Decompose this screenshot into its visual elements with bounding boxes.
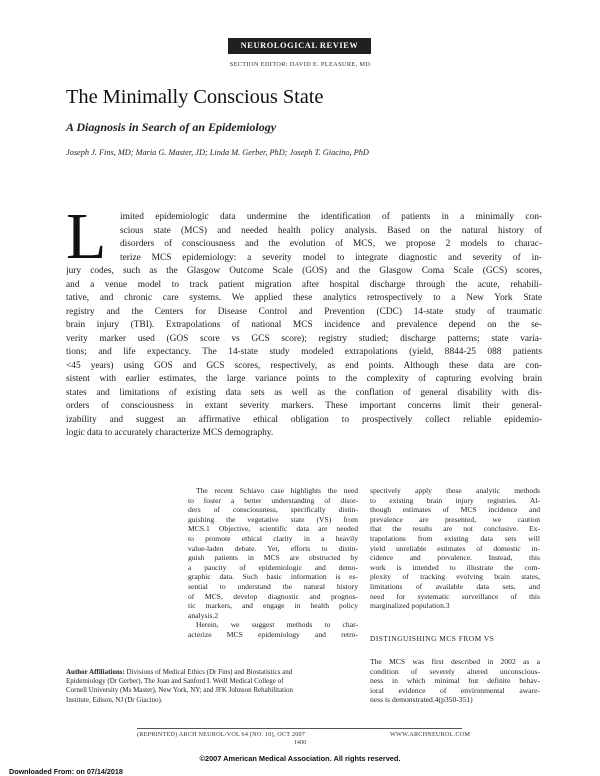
abstract-line: sistent with earlier estimates, the large variance points to the complexity of capturing evolving brain — [66, 374, 542, 384]
abstract-line: tative, and chronic care systems. We applied these analytics retrospectively to a New York State — [66, 293, 542, 303]
article-subtitle: A Diagnosis in Search of an Epidemiology — [66, 120, 277, 134]
body-line: yield unreliable estimates of domestic in- — [370, 543, 540, 553]
abstract-line: izability and suggest an affirmative ethical obligation to prospectively collect reliable epidemio- — [66, 414, 542, 425]
section-banner: NEUROLOGICAL REVIEW — [228, 38, 371, 54]
footer-website[interactable]: WWW.ARCHNEUROL.COM — [390, 731, 471, 738]
body-line: work is intended to illustrate the com- — [370, 562, 540, 572]
abstract-line: brain injury (TBI). Extrapolations of national MCS incidence and prevalence depend on the se- — [66, 320, 542, 330]
body-line: MCS.1 Objective, scientific data are needed — [188, 524, 358, 534]
body-line: marginalized population.3 — [370, 601, 450, 611]
body-line: cidence and prevalence. Instead, this — [370, 553, 540, 563]
body-line: plexity of tracking evolving brain states, — [370, 572, 540, 582]
footer-citation: (REPRINTED) ARCH NEUROL/VOL 64 (NO. 10), OCT 2007 — [137, 731, 306, 738]
body-line: sential to understand the natural history — [188, 581, 358, 591]
article-authors: Joseph J. Fins, MD; Maria G. Master, JD; Linda M. Gerber, PhD; Joseph T. Giacino, PhD — [66, 148, 369, 157]
download-stamp: Downloaded From: on 07/14/2018 — [9, 767, 123, 776]
abstract-line: scious state (MCS) and needed health policy analysis. Based on the natural history of — [120, 225, 542, 236]
body-line: Herein, we suggest methods to char- — [196, 620, 358, 630]
affiliation-line: Cornell University (Ms Master), New York, NY; and JFK Johnson Rehabilitation — [66, 686, 294, 695]
copyright-notice: ©2007 American Medical Association. All rights reserved. — [199, 754, 401, 763]
body-line: though estimates of MCS incidence and — [370, 505, 540, 515]
affiliation-line: Epidemiology (Dr Gerber), The Joan and Sanford I. Weill Medical College of — [66, 677, 284, 686]
body-line: to existing brain injury registries. Al- — [370, 495, 540, 505]
body-line: The MCS was first described in 2002 as a — [370, 657, 540, 666]
abstract-line: tions; and life expectancy. The 14-state study modeled extrapolations (yield, 8844-25 088 patients — [66, 347, 542, 357]
body-line: The recent Schiavo case highlights the need — [196, 486, 358, 495]
affiliations-label: Author Affiliations: — [66, 668, 125, 676]
body-line: ness is demonstrated.4(p350-351) — [370, 695, 473, 705]
abstract-dropcap: L — [66, 200, 107, 273]
body-line: condition of severely altered unconscious- — [370, 666, 540, 676]
body-column-right-section — [370, 657, 540, 705]
abstract-line: states and limitations of existing data sets as well as the conflation of general disability with dis- — [66, 387, 542, 398]
body-line: that the results are not conclusive. Ex- — [370, 524, 540, 534]
page-number: 1400 — [293, 739, 307, 746]
body-line: to foster a better understanding of disor- — [188, 495, 358, 505]
abstract-line: terize MCS epidemiology: a severity model to integrate diagnostic and severity of in- — [120, 252, 542, 263]
body-line: trapolations from existing data sets will — [370, 533, 540, 543]
abstract-line: orders of consciousness in extant severity markers. These important concerns limit their general- — [66, 401, 542, 411]
body-line: limitations of available data sets, and — [370, 581, 540, 591]
body-line: ness in which minimal but definite behav- — [370, 676, 540, 686]
footer-divider — [137, 728, 462, 729]
body-line: acterize MCS epidemiology and retro- — [188, 629, 358, 639]
body-line: need for systematic surveillance of this — [370, 591, 540, 601]
body-line: ioral evidence of environmental aware- — [370, 685, 540, 695]
body-line: analysis.2 — [188, 610, 219, 620]
section-heading: DISTINGUISHING MCS FROM VS — [370, 634, 495, 643]
abstract-line: logic data to accurately characterize MCS demography. — [66, 428, 274, 438]
body-line: value-laden debate. Yet, efforts to distin- — [188, 543, 358, 553]
body-line: spectively apply these analytic methods — [370, 486, 540, 495]
abstract-line: imited epidemiologic data undermine the identification of patients in a minimally con- — [120, 212, 542, 222]
abstract-line: jury codes, such as the Glasgow Outcome Scale (GOS) and the Glasgow Coma Scale (GCS) scores, — [66, 266, 542, 276]
section-editor: SECTION EDITOR: DAVID E. PLEASURE, MD — [229, 61, 371, 68]
body-line: graphic data. Such basic information is es- — [188, 572, 358, 582]
affiliation-line: Divisions of Medical Ethics (Dr Fins) and Biostatistics and — [126, 668, 293, 676]
body-column-right — [370, 486, 540, 611]
body-line: a paucity of epidemiologic and demo- — [188, 562, 358, 572]
author-affiliations — [66, 668, 372, 705]
abstract-line: <45 years) using GOS and GCS scores, respectively, as end points. Although these data are con- — [66, 360, 542, 371]
body-line: ders of consciousness, specifically distin- — [188, 505, 358, 515]
abstract-line: verity marker used (GOS score vs GCS score); registry studied; discharge patterns; state varia- — [66, 333, 542, 344]
abstract-line: disorders of consciousness and the evolution of MCS, we propose 2 models to charac- — [120, 239, 542, 249]
abstract-line: and a venue model to track patient migration after hospital discharge through the acute, rehabili- — [66, 279, 542, 290]
body-column-middle — [188, 486, 358, 640]
body-line: to promote ethical clarity in a heavily — [188, 533, 358, 543]
body-line: prevalence are presented, we caution — [370, 514, 540, 524]
body-line: tic markers, and engage in health policy — [188, 601, 358, 611]
abstract — [66, 200, 542, 441]
body-line: guishing the vegetative state (VS) from — [188, 514, 358, 524]
body-line: guish patients in MCS are obstructed by — [188, 553, 358, 563]
article-title: The Minimally Conscious State — [66, 86, 324, 108]
affiliation-line: Institute, Edison, NJ (Dr Giacino). — [66, 695, 163, 704]
body-line: of MCS, develop diagnostic and prognos- — [188, 591, 358, 601]
abstract-line: registry and the Centers for Disease Control and Prevention (CDC) 14-state study of traumatic — [66, 306, 542, 317]
